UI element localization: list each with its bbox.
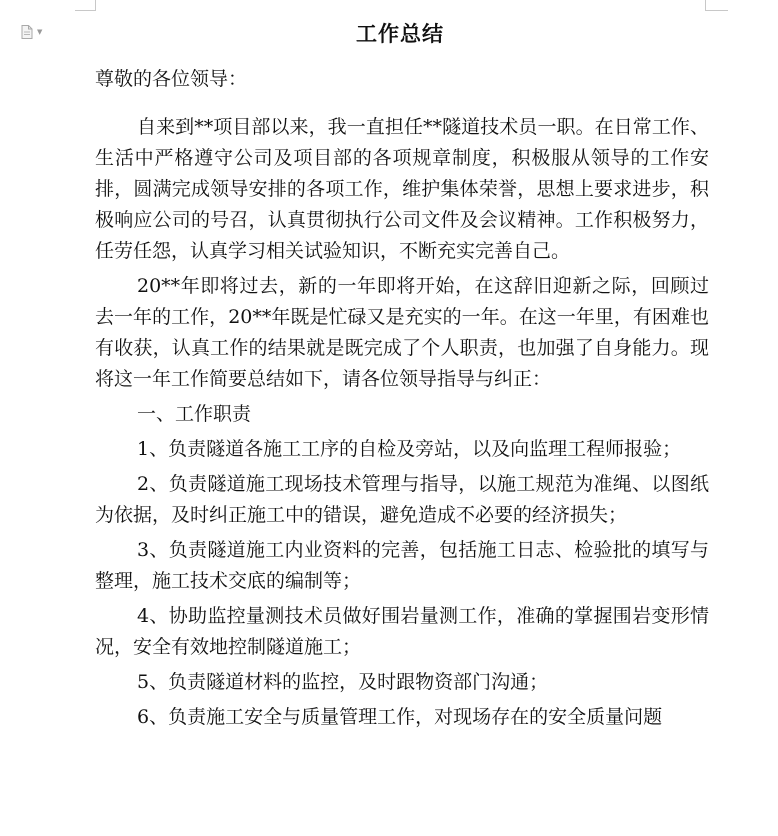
page-corner-mark-top-left xyxy=(75,0,96,11)
paragraph-intro: 自来到**项目部以来，我一直担任**隧道技术员一职。在日常工作、生活中严格遵守公司及项目部的各项规章制度，积极服从领导的工作安排，圆满完成领导安排的各项工作，维护集体荣誉，思想上要求进步，积极响应公司的号召，认真贯彻执行公司文件及会议精神。工作积极努力，任劳任怨，认真学习相关试验知识，不断充实完善自己。 xyxy=(95,116,709,262)
duty-item-3: 3、负责隧道施工内业资料的完善，包括施工日志、检验批的填写与整理，施工技术交底的编制等； xyxy=(95,539,709,592)
paragraph-year-review: 20**年即将过去，新的一年即将开始，在这辞旧迎新之际，回顾过去一年的工作，20**年既是忙碌又是充实的一年。在这一年里，有困难也有收获，认真工作的结果就是既完成了个人职责，也加强了自身能力。现将这一年工作简要总结如下，请各位领导指导与纠正： xyxy=(95,275,709,390)
section-heading-duties: 一、工作职责 xyxy=(137,403,252,425)
document-body xyxy=(95,64,709,733)
duty-item-4: 4、协助监控量测技术员做好围岩量测工作，准确的掌握围岩变形情况，安全有效地控制隧道施工； xyxy=(95,605,709,658)
duty-item-5: 5、负责隧道材料的监控，及时跟物资部门沟通； xyxy=(137,671,549,693)
chevron-down-icon[interactable]: ▼ xyxy=(37,28,43,36)
page-corner-mark-top-right xyxy=(705,0,728,11)
salutation: 尊敬的各位领导： xyxy=(95,68,248,90)
document-title: 工作总结 xyxy=(356,21,444,46)
duty-item-1: 1、负责隧道各施工工序的自检及旁站，以及向监理工程师报验； xyxy=(137,438,682,460)
duty-item-6: 6、负责施工安全与质量管理工作，对现场存在的安全质量问题 xyxy=(137,706,663,728)
duty-item-2: 2、负责隧道施工现场技术管理与指导，以施工规范为准绳、以图纸为依据，及时纠正施工中的错误，避免造成不必要的经济损失； xyxy=(95,473,709,526)
